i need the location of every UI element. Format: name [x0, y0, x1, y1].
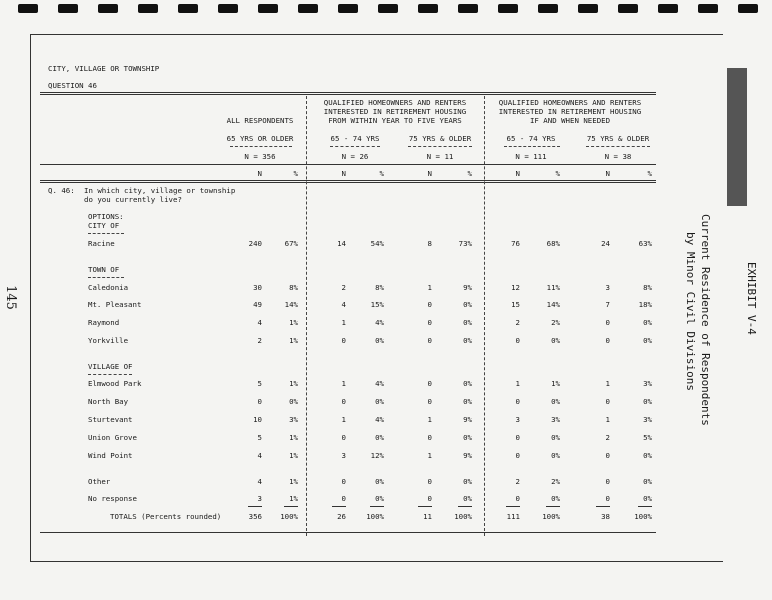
binder-hole: [98, 4, 118, 13]
table-cell: 1%: [289, 318, 298, 327]
table-cell: 3: [341, 451, 346, 460]
row-label: Caledonia: [88, 283, 129, 292]
table-cell: 2: [605, 433, 610, 442]
group1-header-line2: INTERESTED IN RETIREMENT HOUSING: [323, 107, 467, 116]
table-cell: 1: [427, 451, 432, 460]
group1-header-line1: QUALIFIED HOMEOWNERS AND RENTERS: [323, 98, 467, 107]
row-label: Raymond: [88, 318, 120, 327]
age-header-g2-65-74: 65 - 74 YRS: [506, 134, 556, 143]
table-cell: 2: [515, 318, 520, 327]
table-cell: 49: [253, 300, 262, 309]
col-header-pct: %: [293, 169, 298, 178]
group1-header-line3: FROM WITHIN YEAR TO FIVE YEARS: [328, 116, 462, 125]
col-header-n: N: [257, 169, 262, 178]
exhibit-label: EXHIBIT V-4: [745, 262, 758, 335]
table-cell: 73%: [458, 239, 472, 248]
binder-hole: [338, 4, 358, 13]
table-cell: 14%: [546, 300, 560, 309]
underline: [504, 146, 560, 147]
underline: [408, 146, 472, 147]
group2-header-line1: QUALIFIED HOMEOWNERS AND RENTERS: [498, 98, 642, 107]
table-cell: 2: [341, 283, 346, 292]
col-header-n: N: [605, 169, 610, 178]
binder-hole: [458, 4, 478, 13]
underline: [230, 146, 292, 147]
table-cell: 0: [427, 300, 432, 309]
table-cell: 76: [511, 239, 520, 248]
binder-hole: [658, 4, 678, 13]
table-cell: 30: [253, 283, 262, 292]
table-cell: 5%: [643, 433, 652, 442]
row-label: Union Grove: [88, 433, 137, 442]
row-label: Yorkville: [88, 336, 129, 345]
table-cell: 0: [257, 397, 262, 406]
table-cell: 67%: [284, 239, 298, 248]
table-cell: 0%: [463, 336, 472, 345]
table-cell: 0: [427, 477, 432, 486]
table-cell: 0%: [551, 433, 560, 442]
totals-cell: 11: [423, 512, 432, 521]
table-cell: 0%: [463, 477, 472, 486]
row-label: North Bay: [88, 397, 129, 406]
table-cell: 0%: [463, 397, 472, 406]
table-cell: 0: [515, 397, 520, 406]
table-cell: 8%: [289, 283, 298, 292]
table-cell: 0: [605, 451, 610, 460]
double-rule: [40, 180, 656, 183]
table-cell: 9%: [463, 283, 472, 292]
binder-hole: [578, 4, 598, 13]
n-g1b: N = 11: [426, 152, 454, 161]
exhibit-title-line2: by Minor Civil Divisions: [684, 232, 697, 391]
table-cell: 2: [257, 336, 262, 345]
totals-cell: 111: [506, 512, 520, 521]
table-cell: 0%: [463, 379, 472, 388]
totals-cell: 26: [337, 512, 346, 521]
total-underline: [248, 506, 262, 507]
table-cell: 0: [515, 451, 520, 460]
table-cell: 14: [337, 239, 346, 248]
table-cell: 8%: [375, 283, 384, 292]
binder-hole: [538, 4, 558, 13]
table-cell: 1: [341, 318, 346, 327]
row-label: Other: [88, 477, 111, 486]
table-cell: 0: [515, 494, 520, 503]
table-cell: 1: [605, 415, 610, 424]
table-cell: 0%: [643, 494, 652, 503]
table-cell: 0: [605, 494, 610, 503]
table-cell: 68%: [546, 239, 560, 248]
table-cell: 2: [515, 477, 520, 486]
table-cell: 4: [257, 318, 262, 327]
exhibit-title-line1: Current Residence of Respondents: [699, 214, 712, 426]
table-cell: 0%: [643, 318, 652, 327]
binder-hole: [378, 4, 398, 13]
binder-hole: [418, 4, 438, 13]
table-cell: 0%: [375, 336, 384, 345]
city-heading: CITY OF: [88, 221, 120, 230]
column-divider: [306, 96, 307, 536]
row-label: No response: [88, 494, 137, 503]
page-number: 145: [2, 285, 18, 310]
table-cell: 0: [427, 494, 432, 503]
col-header-n: N: [341, 169, 346, 178]
table-cell: 9%: [463, 451, 472, 460]
group2-header-line2: INTERESTED IN RETIREMENT HOUSING: [498, 107, 642, 116]
table-cell: 0: [515, 433, 520, 442]
table-cell: 3: [515, 415, 520, 424]
table-cell: 1: [341, 415, 346, 424]
table-cell: 0%: [551, 336, 560, 345]
table-cell: 240: [248, 239, 262, 248]
table-cell: 9%: [463, 415, 472, 424]
table-cell: 0: [341, 336, 346, 345]
table-cell: 63%: [638, 239, 652, 248]
table-cell: 54%: [370, 239, 384, 248]
table-cell: 3: [257, 494, 262, 503]
table-cell: 4%: [375, 318, 384, 327]
table-cell: 12: [511, 283, 520, 292]
total-underline: [596, 506, 610, 507]
binder-hole: [738, 4, 758, 13]
table-cell: 5: [257, 379, 262, 388]
binder-hole: [498, 4, 518, 13]
table-cell: 0%: [463, 300, 472, 309]
binder-hole: [298, 4, 318, 13]
col-header-pct: %: [379, 169, 384, 178]
total-underline: [546, 506, 560, 507]
totals-cell: 100%: [454, 512, 472, 521]
total-underline: [370, 506, 384, 507]
totals-cell: 38: [601, 512, 610, 521]
total-underline: [418, 506, 432, 507]
table-cell: 1%: [289, 451, 298, 460]
table-cell: 0: [427, 433, 432, 442]
table-cell: 15%: [370, 300, 384, 309]
col-header-pct: %: [647, 169, 652, 178]
table-cell: 3: [605, 283, 610, 292]
n-g2a: N = 111: [515, 152, 547, 161]
group2-header-line3: IF AND WHEN NEEDED: [529, 116, 611, 125]
underline: [586, 146, 650, 147]
question-label: QUESTION 46: [48, 81, 97, 90]
table-cell: 11%: [546, 283, 560, 292]
totals-cell: 100%: [634, 512, 652, 521]
table-cell: 0: [427, 336, 432, 345]
table-cell: 1%: [289, 379, 298, 388]
table-cell: 18%: [638, 300, 652, 309]
binder-hole: [258, 4, 278, 13]
table-cell: 15: [511, 300, 520, 309]
total-underline: [458, 506, 472, 507]
table-cell: 1%: [289, 336, 298, 345]
totals-cell: 100%: [366, 512, 384, 521]
table-cell: 5: [257, 433, 262, 442]
table-cell: 0%: [551, 397, 560, 406]
table-cell: 0: [605, 336, 610, 345]
question-number: Q. 46:: [48, 186, 75, 195]
table-cell: 0: [341, 494, 346, 503]
table-cell: 0: [427, 397, 432, 406]
row-label: Mt. Pleasant: [88, 300, 142, 309]
col-header-pct: %: [555, 169, 560, 178]
age-header-g1-75: 75 YRS & OLDER: [408, 134, 472, 143]
table-cell: 1: [515, 379, 520, 388]
table-cell: 2%: [551, 318, 560, 327]
question-text-line1: In which city, village or township: [84, 186, 236, 195]
table-cell: 1%: [551, 379, 560, 388]
question-text-line2: do you currently live?: [84, 195, 182, 204]
binder-hole: [58, 4, 78, 13]
underline: [88, 374, 132, 375]
table-cell: 1: [427, 283, 432, 292]
table-cell: 0%: [375, 477, 384, 486]
table-cell: 14%: [284, 300, 298, 309]
row-label: Wind Point: [88, 451, 133, 460]
binder-hole: [178, 4, 198, 13]
row-label: Elmwood Park: [88, 379, 142, 388]
age-header-all: 65 YRS OR OLDER: [226, 134, 294, 143]
col-header-n: N: [427, 169, 432, 178]
binder-hole: [138, 4, 158, 13]
table-cell: 4: [341, 300, 346, 309]
table-cell: 1: [427, 415, 432, 424]
col-header-n: N: [515, 169, 520, 178]
binder-hole: [218, 4, 238, 13]
village-heading: VILLAGE OF: [88, 362, 133, 371]
table-cell: 0: [341, 433, 346, 442]
age-header-g1-65-74: 65 - 74 YRS: [330, 134, 380, 143]
table-cell: 1%: [289, 477, 298, 486]
total-underline: [506, 506, 520, 507]
totals-label: TOTALS (Percents rounded): [110, 512, 222, 521]
table-cell: 0: [605, 397, 610, 406]
totals-cell: 356: [248, 512, 262, 521]
binder-hole: [698, 4, 718, 13]
table-cell: 0: [341, 477, 346, 486]
table-cell: 0%: [463, 433, 472, 442]
total-underline: [332, 506, 346, 507]
table-cell: 3%: [643, 415, 652, 424]
table-cell: 2%: [551, 477, 560, 486]
table-cell: 0%: [289, 397, 298, 406]
table-cell: 0%: [551, 494, 560, 503]
table-cell: 0%: [551, 451, 560, 460]
table-cell: 4%: [375, 379, 384, 388]
table-cell: 0%: [463, 318, 472, 327]
table-cell: 0: [515, 336, 520, 345]
table-cell: 0%: [375, 397, 384, 406]
row-label: Sturtevant: [88, 415, 133, 424]
totals-cell: 100%: [542, 512, 560, 521]
underline: [88, 277, 124, 278]
table-cell: 8: [427, 239, 432, 248]
table-cell: 10: [253, 415, 262, 424]
index-tab: [727, 68, 747, 206]
table-cell: 0: [341, 397, 346, 406]
table-cell: 0: [605, 318, 610, 327]
table-cell: 1: [341, 379, 346, 388]
table-cell: 3%: [643, 379, 652, 388]
table-cell: 7: [605, 300, 610, 309]
table-cell: 12%: [370, 451, 384, 460]
table-cell: 1: [605, 379, 610, 388]
table-cell: 0%: [643, 451, 652, 460]
table-cell: 0%: [643, 477, 652, 486]
table-cell: 0%: [643, 336, 652, 345]
binder-hole: [618, 4, 638, 13]
table-cell: 4: [257, 477, 262, 486]
row-label: Racine: [88, 239, 115, 248]
table-cell: 0%: [463, 494, 472, 503]
total-underline: [284, 506, 298, 507]
header-rule: [40, 164, 656, 165]
n-g1a: N = 26: [341, 152, 369, 161]
table-cell: 0%: [375, 433, 384, 442]
table-cell: 4: [257, 451, 262, 460]
table-cell: 3%: [289, 415, 298, 424]
table-cell: 3%: [551, 415, 560, 424]
totals-cell: 100%: [280, 512, 298, 521]
n-g2b: N = 38: [604, 152, 632, 161]
bottom-rule: [40, 532, 656, 533]
col-header-pct: %: [467, 169, 472, 178]
all-respondents-header: ALL RESPONDENTS: [226, 116, 294, 125]
table-cell: 1%: [289, 494, 298, 503]
total-underline: [638, 506, 652, 507]
table-cell: 24: [601, 239, 610, 248]
table-cell: 0%: [643, 397, 652, 406]
section-title: CITY, VILLAGE OR TOWNSHIP: [48, 64, 160, 73]
table-cell: 0: [605, 477, 610, 486]
underline: [330, 146, 380, 147]
age-header-g2-75: 75 YRS & OLDER: [586, 134, 650, 143]
underline: [88, 233, 124, 234]
table-cell: 0%: [375, 494, 384, 503]
table-cell: 0: [427, 379, 432, 388]
n-all: N = 356: [244, 152, 276, 161]
table-cell: 4%: [375, 415, 384, 424]
options-heading: OPTIONS:: [88, 212, 124, 221]
town-heading: TOWN OF: [88, 265, 120, 274]
table-cell: 8%: [643, 283, 652, 292]
double-rule: [40, 92, 656, 95]
binder-hole: [18, 4, 38, 13]
column-divider: [484, 96, 485, 536]
table-cell: 0: [427, 318, 432, 327]
table-cell: 1%: [289, 433, 298, 442]
